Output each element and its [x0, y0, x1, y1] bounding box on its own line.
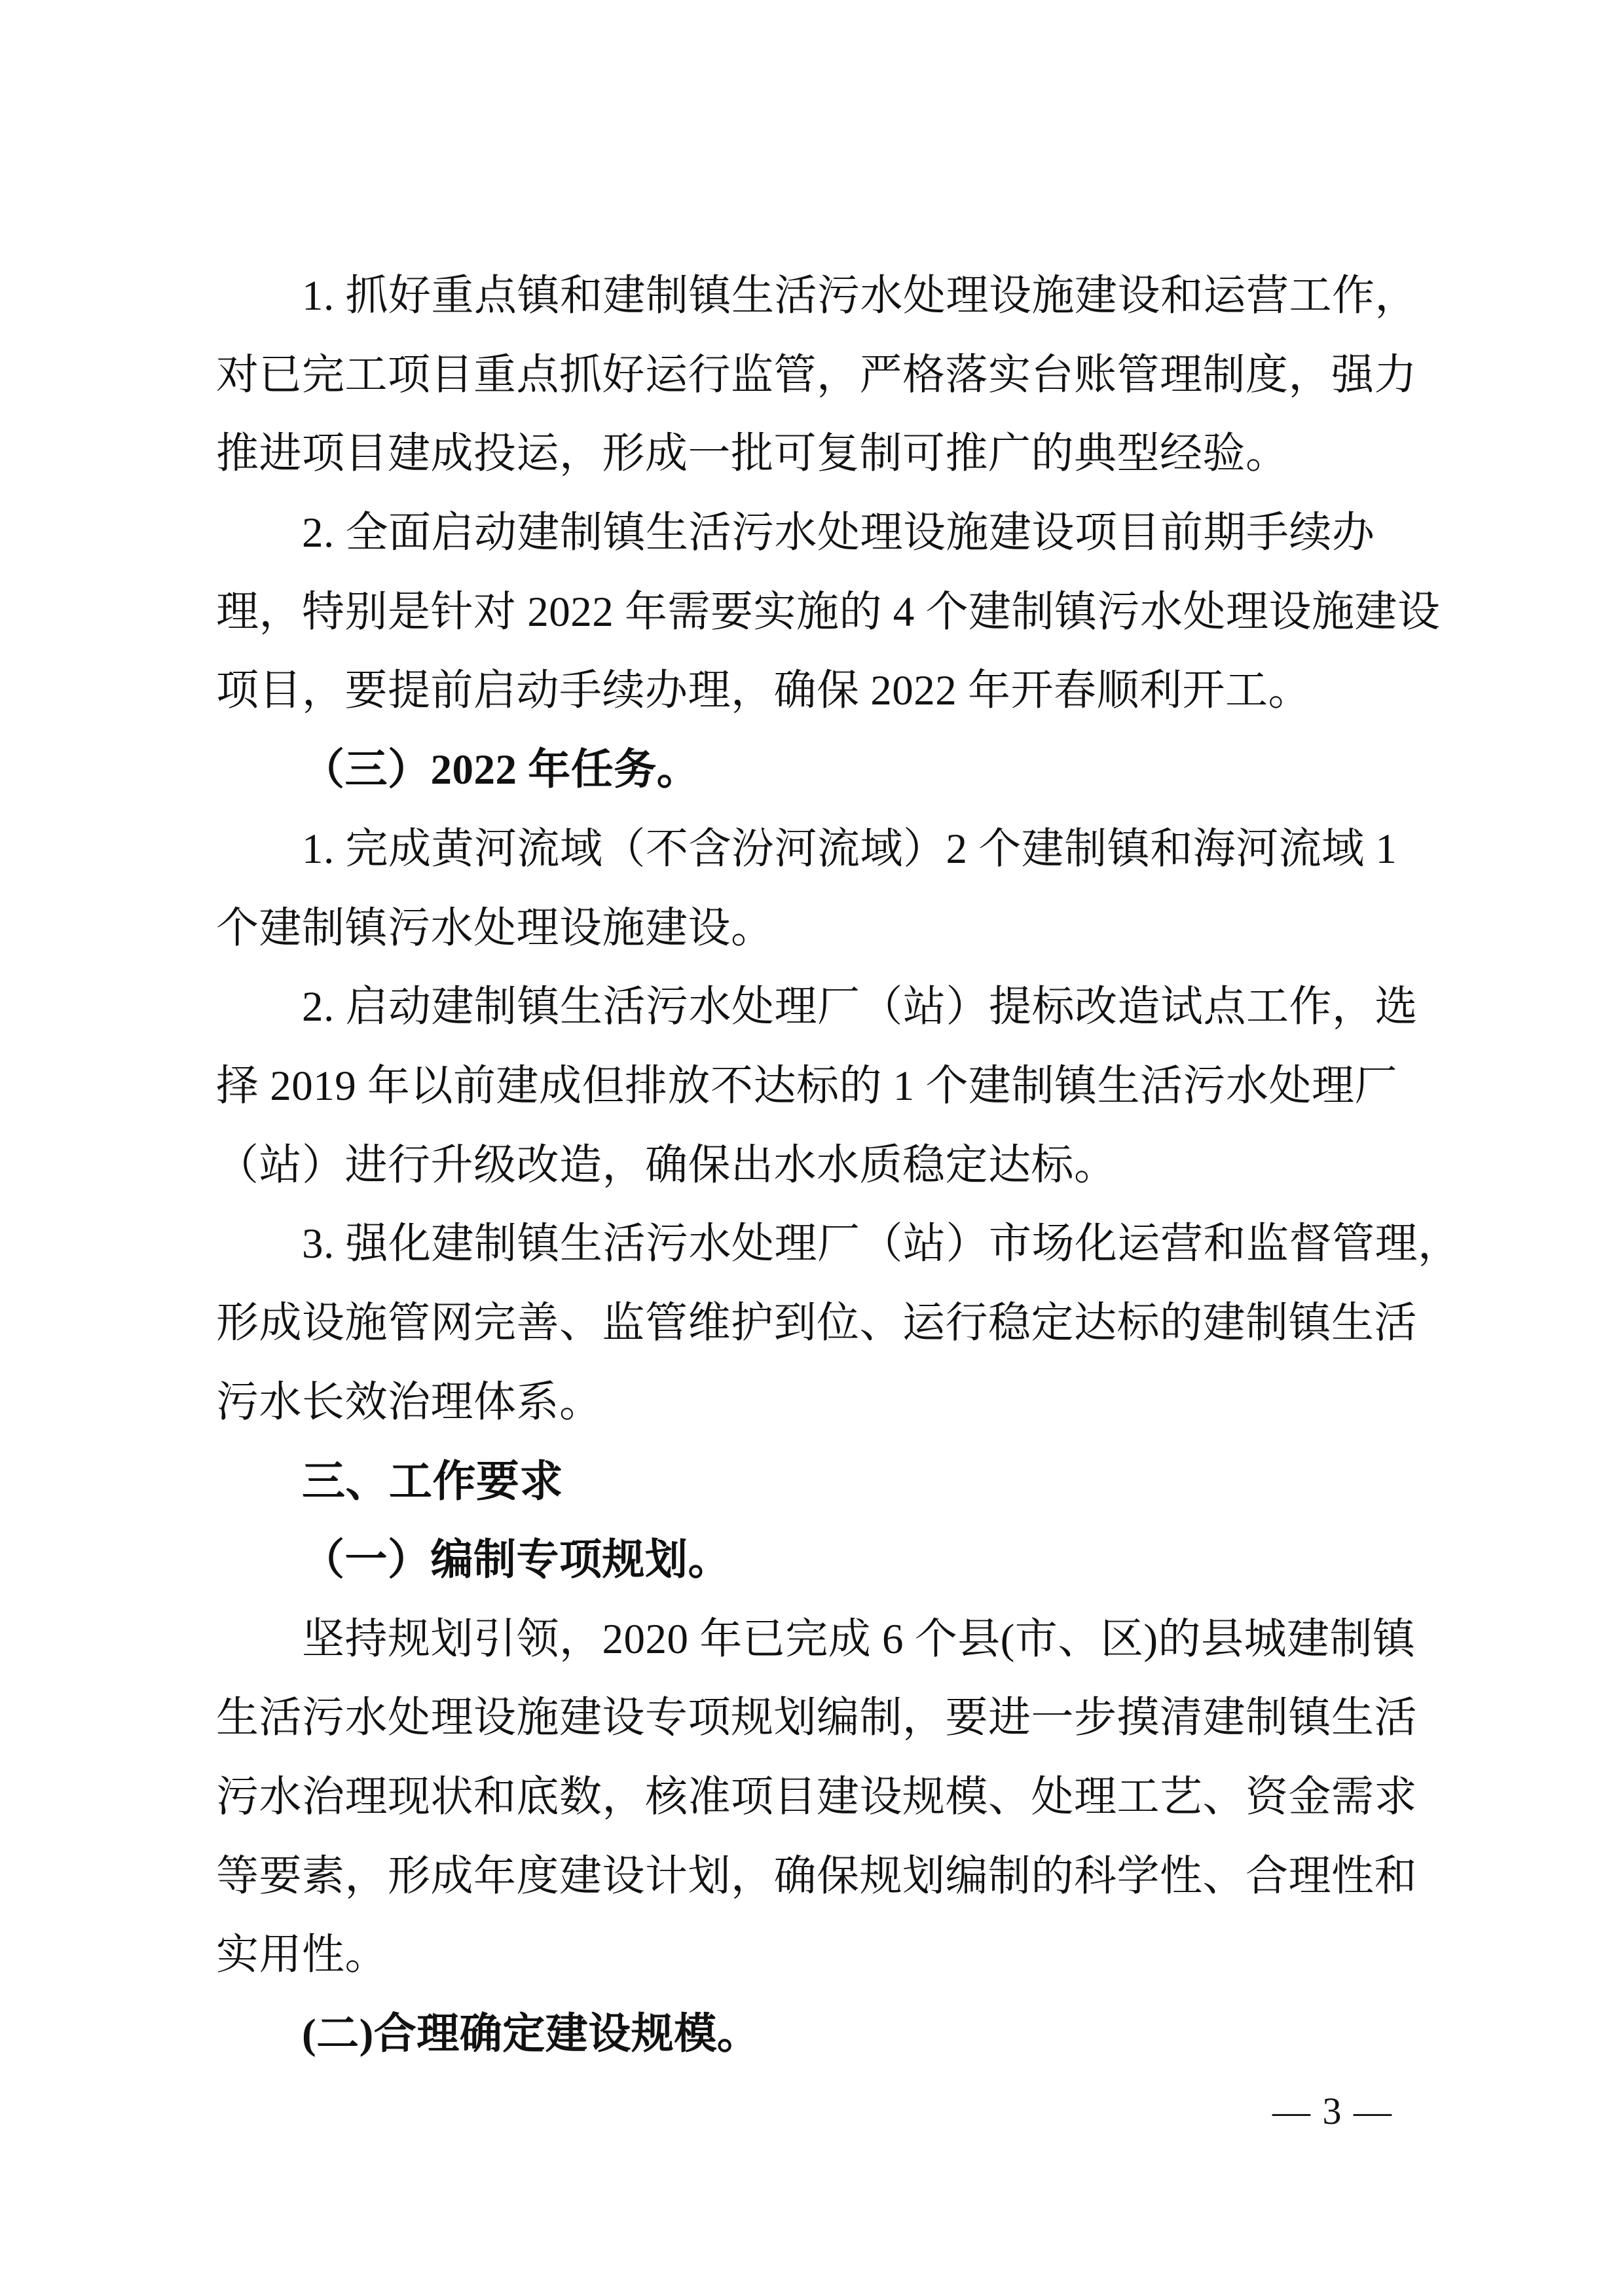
text-line: 等要素，形成年度建设计划，确保规划编制的科学性、合理性和 — [216, 1852, 1418, 1900]
page-footer — [1272, 2088, 1393, 2134]
text-line: 3. 强化建制镇生活污水处理厂（站）市场化运营和监督管理， — [302, 1220, 1461, 1268]
text-line: （一）编制专项规划。 — [302, 1537, 731, 1584]
text-line: 推进项目建成投运，形成一批可复制可推广的典型经验。 — [216, 430, 1289, 478]
text-line: 择 2019 年以前建成但排放不达标的 1 个建制镇生活污水处理厂 — [216, 1062, 1398, 1110]
text-line: （三）2022 年任务。 — [302, 746, 700, 794]
text-line: 1. 抓好重点镇和建制镇生活污水处理设施建设和运营工作， — [302, 272, 1418, 319]
text-line: （站）进行升级改造，确保出水水质稳定达标。 — [216, 1141, 1117, 1189]
text-line: 生活污水处理设施建设专项规划编制，要进一步摸清建制镇生活 — [216, 1694, 1418, 1742]
text-line: 形成设施管网完善、监管维护到位、运行稳定达标的建制镇生活 — [216, 1299, 1418, 1347]
document-body — [216, 257, 1461, 2074]
text-line: 实用性。 — [216, 1931, 388, 1979]
text-line: 2. 启动建制镇生活污水处理厂（站）提标改造试点工作，选 — [302, 983, 1418, 1031]
text-line: 理，特别是针对 2022 年需要实施的 4 个建制镇污水处理设施建设 — [216, 588, 1441, 636]
text-line: 污水长效治理体系。 — [216, 1378, 602, 1426]
text-line: (二)合理确定建设规模。 — [302, 2011, 760, 2058]
text-line: 1. 完成黄河流域（不含汾河流域）2 个建制镇和海河流域 1 — [302, 825, 1397, 873]
text-line: 坚持规划引领，2020 年已完成 6 个县(市、区)的县城建制镇 — [302, 1615, 1416, 1663]
text-line: 对已完工项目重点抓好运行监管，严格落实台账管理制度，强力 — [216, 351, 1418, 399]
page-number: — 3 — — [1272, 2090, 1393, 2132]
text-line: 项目，要提前启动手续办理，确保 2022 年开春顺利开工。 — [216, 667, 1312, 715]
text-line: 2. 全面启动建制镇生活污水处理设施建设项目前期手续办 — [302, 509, 1375, 557]
text-line: 个建制镇污水处理设施建设。 — [216, 904, 774, 952]
text-line: 污水治理现状和底数，核准项目建设规模、处理工艺、资金需求 — [216, 1774, 1418, 1821]
text-line: 三、工作要求 — [302, 1457, 563, 1506]
